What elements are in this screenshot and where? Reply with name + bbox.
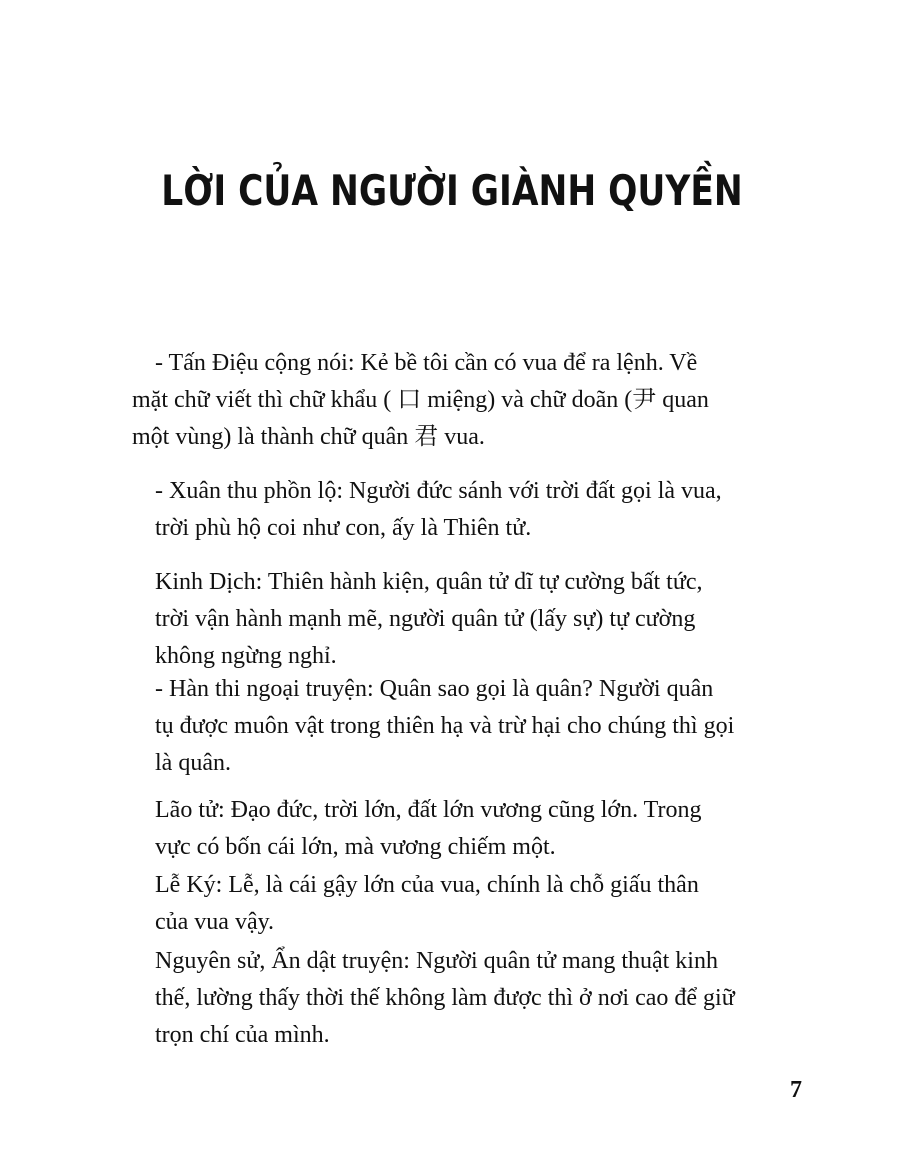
paragraph-kinh-dich bbox=[155, 564, 800, 675]
paragraph-line: Kinh Dịch: Thiên hành kiện, quân tử dĩ tự cường bất tức, bbox=[155, 569, 703, 595]
paragraph-line: của vua vậy. bbox=[155, 909, 275, 935]
paragraph-le-ky bbox=[155, 867, 800, 941]
paragraph-line: - Tấn Điệu cộng nói: Kẻ bề tôi cần có vua để ra lệnh. Về bbox=[155, 350, 698, 376]
chapter-title: LỜI CỦA NGƯỜI GIÀNH QUYỀN bbox=[161, 166, 743, 215]
paragraph-han-thi-ngoai-truyen bbox=[155, 671, 800, 782]
paragraph-line: vực có bốn cái lớn, mà vương chiếm một. bbox=[155, 834, 556, 860]
paragraph-line: trời vận hành mạnh mẽ, người quân tử (lấy sự) tự cường bbox=[155, 606, 696, 632]
paragraph-line: không ngừng nghỉ. bbox=[155, 643, 337, 669]
paragraph-line: mặt chữ viết thì chữ khẩu ( 口 miệng) và chữ doãn (尹 quan bbox=[132, 387, 709, 413]
paragraph-line: tụ được muôn vật trong thiên hạ và trừ hại cho chúng thì gọi bbox=[155, 713, 735, 739]
paragraph-tan-dieu-cong bbox=[132, 345, 800, 456]
paragraph-line: Lão tử: Đạo đức, trời lớn, đất lớn vương cũng lớn. Trong bbox=[155, 797, 702, 823]
paragraph-line: thế, lường thấy thời thế không làm được thì ở nơi cao để giữ bbox=[155, 985, 735, 1011]
paragraph-line: trời phù hộ coi như con, ấy là Thiên tử. bbox=[155, 515, 532, 541]
paragraph-line: - Xuân thu phồn lộ: Người đức sánh với trời đất gọi là vua, bbox=[155, 478, 722, 504]
paragraph-lao-tu bbox=[155, 792, 800, 866]
paragraph-line: là quân. bbox=[155, 750, 231, 776]
paragraph-line: một vùng) là thành chữ quân 君 vua. bbox=[132, 424, 485, 450]
page-number: 7 bbox=[790, 1077, 802, 1103]
paragraph-line: Lễ Ký: Lễ, là cái gậy lớn của vua, chính là chỗ giấu thân bbox=[155, 872, 699, 898]
paragraph-line: - Hàn thi ngoại truyện: Quân sao gọi là quân? Người quân bbox=[155, 676, 714, 702]
paragraph-nguyen-su bbox=[155, 943, 800, 1054]
paragraph-xuan-thu-phon-lo bbox=[155, 473, 800, 547]
paragraph-line: trọn chí của mình. bbox=[155, 1022, 330, 1048]
paragraph-line: Nguyên sử, Ẩn dật truyện: Người quân tử mang thuật kinh bbox=[155, 948, 718, 974]
